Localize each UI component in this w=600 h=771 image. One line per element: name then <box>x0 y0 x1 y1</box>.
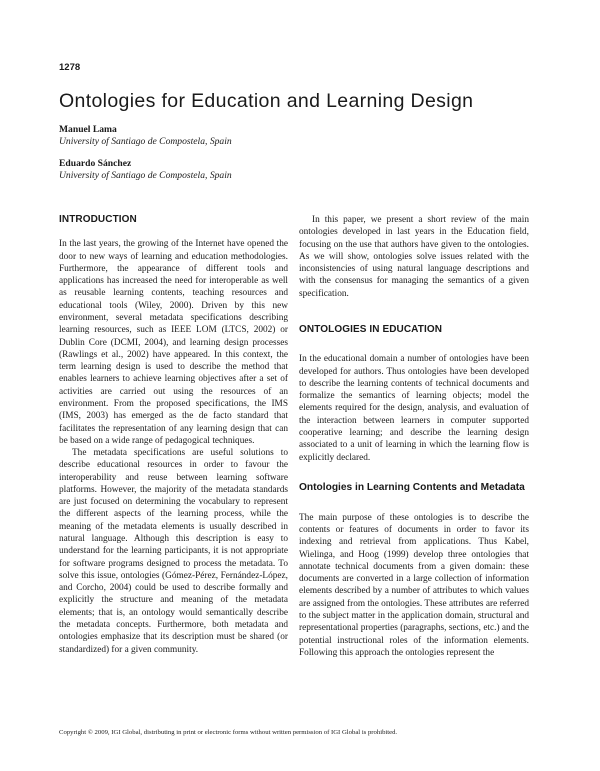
author-block-1 <box>59 124 232 147</box>
body-paragraph: In this paper, we present a short review of the main ontologies developed in last years in the Education field, focusing on the use that authors have given to the ontologies. As we will show, ontologies solve issues related with the inconsistencies of using natural language descriptions and with the consensus for managing the semantics of a given specification. <box>299 215 529 299</box>
author-block-2 <box>59 158 232 181</box>
paper-title: Ontologies for Education and Learning Design <box>59 90 474 112</box>
section-heading-ontologies-in-education: ONTOLOGIES IN EDUCATION <box>299 323 443 335</box>
author-name: Manuel Lama <box>59 124 117 135</box>
section-heading-introduction: INTRODUCTION <box>59 214 137 225</box>
body-paragraph: In the last years, the growing of the Internet have opened the door to new ways of learning and education methodologies. Furthermore, the appearance of different tools and applications has increased the need for interoperable as well as reusable learning contents, teaching resources and educational tools (Wiley, 2000). Driven by this new environment, several metadata specifications describing learning resources, such as IEEE LOM (LTCS, 2002) or Dublin Core (DCMI, 2004), and learning design processes (Rawlings et al., 2002) have appeared. In this context, the term learning design is used to describe the method that enables learners to achieve learning objectives after a set of activities are carried out using the resources of an environment. From the proposed specifications, the IMS (IMS, 2003) has emerged as the de facto standard that facilitates the representation of any learning design that can be based on a wide range of pedagogical techniques. <box>59 239 288 446</box>
author-affiliation: University of Santiago de Compostela, Spain <box>59 169 232 181</box>
body-paragraph: The main purpose of these ontologies is to describe the contents or features of documents in order to favor its indexing and retrieval from applications. Thus Kabel, Wielinga, and Hoog (1999) develop three ontologies that annotate technical documents from a given domain: these documents are converted in a large collection of information elements described by a number of attributes to which values are assigned from the ontologies. These attributes are referred to the subject matter in the application domain, structural and representational properties (paragraphs, sections, etc.) and the potential instructional roles of the information elements. Following this approach the ontologies represent the <box>299 512 530 658</box>
subsection-heading-learning-contents: Ontologies in Learning Contents and Metadata <box>299 481 525 493</box>
right-column <box>299 214 529 659</box>
copyright-footer: Copyright © 2009, IGI Global, distributing in print or electronic forms without written permission of IGI Global is prohibited. <box>59 729 398 736</box>
body-paragraph: In the educational domain a number of ontologies have been developed for authors. Thus ontologies have been developed to describe the learning contents of technical documents and formalize the semantics of learning objects; model the elements required for the design, analysis, and evaluation of the interaction between learners in computer supported cooperative learning; and describe the learning design associated to a unit of learning in which the learning flow is explicitly declared. <box>299 354 529 463</box>
left-column <box>59 214 288 656</box>
page-number: 1278 <box>59 62 81 73</box>
author-name: Eduardo Sánchez <box>59 158 132 169</box>
body-paragraph: The metadata specifications are useful solutions to describe educational resources in order to favour the interoperability and reuse between learning software platforms. However, the majority of the metadata standards are just focused on determining the vocabulary to represent the different aspects of the learning process, while the meaning of the metadata elements is usually described in natural language. Although this description is easy to understand for the learning participants, it is not appropriate for software programs designed to process the metadata. To solve this issue, ontologies (Gómez-Pérez, Fernández-López, and Corcho, 2004) could be used to describe formally and explicitly the structure and meaning of the metadata elements; that is, an ontology would semantically describe the metadata concepts. Furthermore, both metadata and ontologies emphasize that its description must be shared (or standardized) for a given community. <box>59 448 288 655</box>
author-affiliation: University of Santiago de Compostela, Spain <box>59 135 232 147</box>
